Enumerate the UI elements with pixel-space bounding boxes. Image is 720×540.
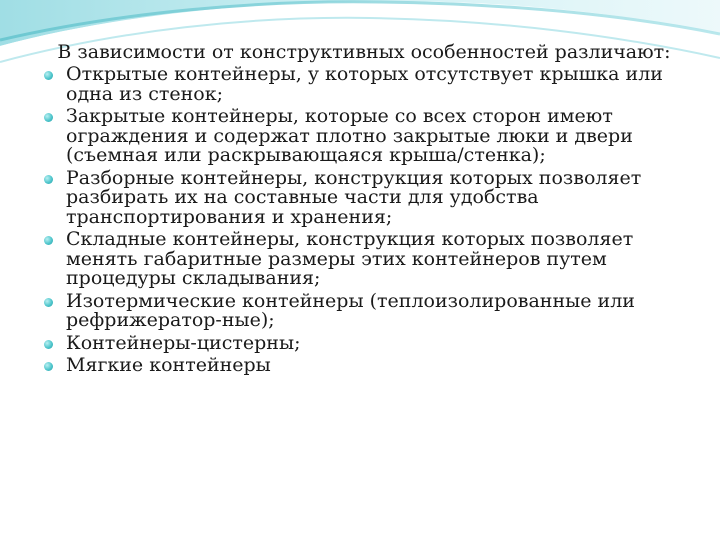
bullet-text: Контейнеры-цистерны; [66,331,301,354]
bullet-item [44,356,684,376]
bullet-dot-icon [44,298,53,307]
bullet-item [44,107,684,166]
bullet-dot-icon [44,236,53,245]
bullet-dot-icon [44,71,53,80]
bullet-text: Изотермические контейнеры (теплоизолированные или рефрижератор-ные); [66,289,635,331]
bullet-text: Открытые контейнеры, у которых отсутствует крышка или одна из стенок; [66,63,663,105]
bullet-dot-icon [44,362,53,371]
bullet-text: Закрытые контейнеры, которые со всех сторон имеют ограждения и содержат плотно закрытые люки и двери (съемная или раскрывающаяся крыша/стенка); [66,105,633,166]
bullet-text: Разборные контейнеры, конструкция которых позволяет разбирать их на составные части для удобства транспортирования и хранения; [66,166,642,228]
bullet-text: Мягкие контейнеры [66,354,271,376]
bullet-item [44,331,684,354]
bullet-item [44,230,684,289]
slide-content [44,42,684,379]
bullet-item [44,289,684,331]
bullet-list [44,65,684,376]
bullet-dot-icon [44,113,53,122]
slide-title: В зависимости от конструктивных особенностей различают: [57,41,671,63]
bullet-item [44,166,684,228]
bullet-text: Складные контейнеры, конструкция которых позволяет менять габаритные размеры этих контейнеров путем процедуры складывания; [66,228,634,289]
bullet-dot-icon [44,340,53,349]
bullet-item [44,65,684,104]
bullet-dot-icon [44,175,53,184]
